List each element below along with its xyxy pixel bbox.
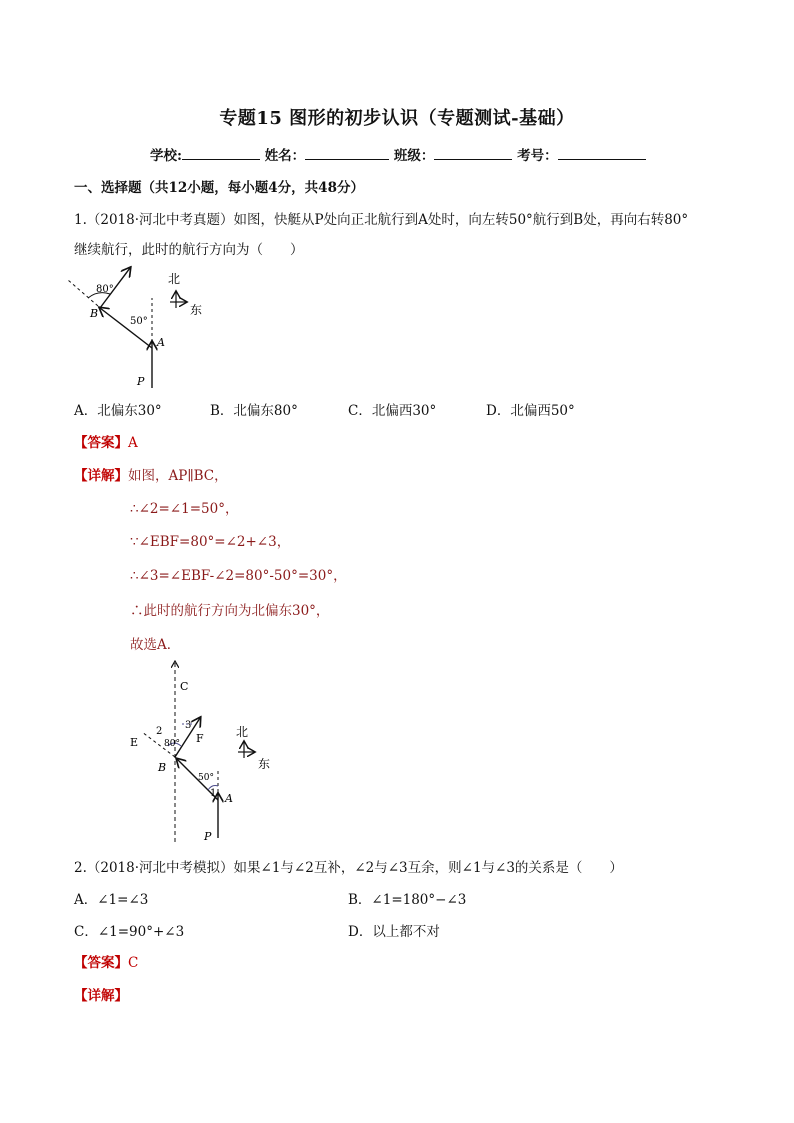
- q1-detail-figure: [124, 656, 284, 846]
- q1-detail-line1: ∴∠2=∠1=50°，: [130, 501, 239, 517]
- q1-detail-line4: ∴此时的航行方向为北偏东30°，: [130, 603, 330, 619]
- section-heading: 一、选择题（共12小题，每小题4分，共48分）: [74, 180, 364, 196]
- fig2-label-3: 3: [185, 720, 192, 731]
- fig2-label-p: P: [204, 830, 212, 843]
- info-line: [150, 144, 646, 164]
- q1-detail-line5: 故选A．: [130, 637, 181, 653]
- q1-answer: [74, 431, 138, 451]
- fig2-label-e: E: [130, 736, 139, 749]
- fig1-label-b: B: [90, 307, 99, 320]
- q1-detail-line2: ∵∠EBF=80°=∠2+∠3，: [130, 534, 291, 550]
- q2-option-a[interactable]: A．∠1=∠3: [74, 892, 149, 908]
- q2-stem: 2.（2018·河北中考模拟）如果∠1与∠2互补，∠2与∠3互余，则∠1与∠3的关系是（ ）: [74, 860, 623, 876]
- detail-text-0: 如图，AP∥BC，: [128, 468, 228, 484]
- q2-option-d[interactable]: D．以上都不对: [348, 924, 440, 940]
- q1-stem-line1: 1.（2018·河北中考真题）如图，快艇从P处向正北航行到A处时，向左转50°航行到B处，再向右转80°: [74, 212, 689, 228]
- q2-answer: [74, 951, 138, 971]
- path-ab: [100, 308, 152, 348]
- fig2-label-2: 2: [156, 726, 163, 737]
- q1-option-b[interactable]: B．北偏东80°: [210, 403, 298, 419]
- fig2-label-c: C: [180, 680, 189, 693]
- school-blank[interactable]: [182, 146, 260, 160]
- class-label: 班级：: [393, 148, 435, 164]
- answer-tag: 【答案】: [74, 435, 128, 451]
- q1-figure: [60, 262, 220, 392]
- answer-tag: 【答案】: [74, 955, 128, 971]
- q1-option-c[interactable]: C．北偏西30°: [348, 403, 437, 419]
- fig1-north: 北: [168, 272, 181, 286]
- q1-stem-line2: 继续航行，此时的航行方向为（ ）: [74, 242, 304, 258]
- q1-detail-line3: ∴∠3=∠EBF-∠2=80°-50°=30°，: [130, 568, 347, 584]
- q1-option-d[interactable]: D．北偏西50°: [486, 403, 575, 419]
- fig2-label-a: A: [225, 792, 233, 805]
- fig1-label-p: P: [137, 375, 145, 388]
- q2-detail: [74, 984, 128, 1004]
- fig1-angle-50: 50°: [130, 316, 148, 327]
- fig2-angle-80: 80°: [164, 739, 180, 749]
- name-label: 姓名：: [264, 148, 306, 164]
- fig2-east: 东: [258, 757, 271, 771]
- class-blank[interactable]: [434, 146, 512, 160]
- fig2-label-b: B: [158, 761, 167, 774]
- page-title: 专题15 图形的初步认识（专题测试-基础）: [219, 108, 575, 129]
- exam-no-label: 考号：: [517, 148, 558, 164]
- q2-option-c[interactable]: C．∠1=90°+∠3: [74, 924, 185, 940]
- fig2-angle-50: 50°: [198, 773, 214, 783]
- name-blank[interactable]: [305, 146, 389, 160]
- q1-detail-line0: [74, 464, 228, 484]
- exam-no-blank[interactable]: [558, 146, 646, 160]
- q1-option-a[interactable]: A．北偏东30°: [74, 403, 162, 419]
- dashed-ext-b: [68, 280, 98, 306]
- fig1-east: 东: [190, 303, 203, 317]
- answer-value: A: [128, 435, 138, 451]
- fig2-label-1: 1: [210, 788, 217, 799]
- fig1-angle-80: 80°: [96, 284, 114, 295]
- school-label: 学校:: [150, 148, 182, 164]
- fig2-north: 北: [236, 725, 249, 739]
- detail-tag: 【详解】: [74, 468, 128, 484]
- fig2-label-f: F: [196, 732, 204, 745]
- q2-option-b[interactable]: B．∠1=180°−∠3: [348, 892, 467, 908]
- detail-tag: 【详解】: [74, 988, 128, 1004]
- answer-value: C: [128, 955, 139, 971]
- fig1-label-a: A: [157, 336, 165, 349]
